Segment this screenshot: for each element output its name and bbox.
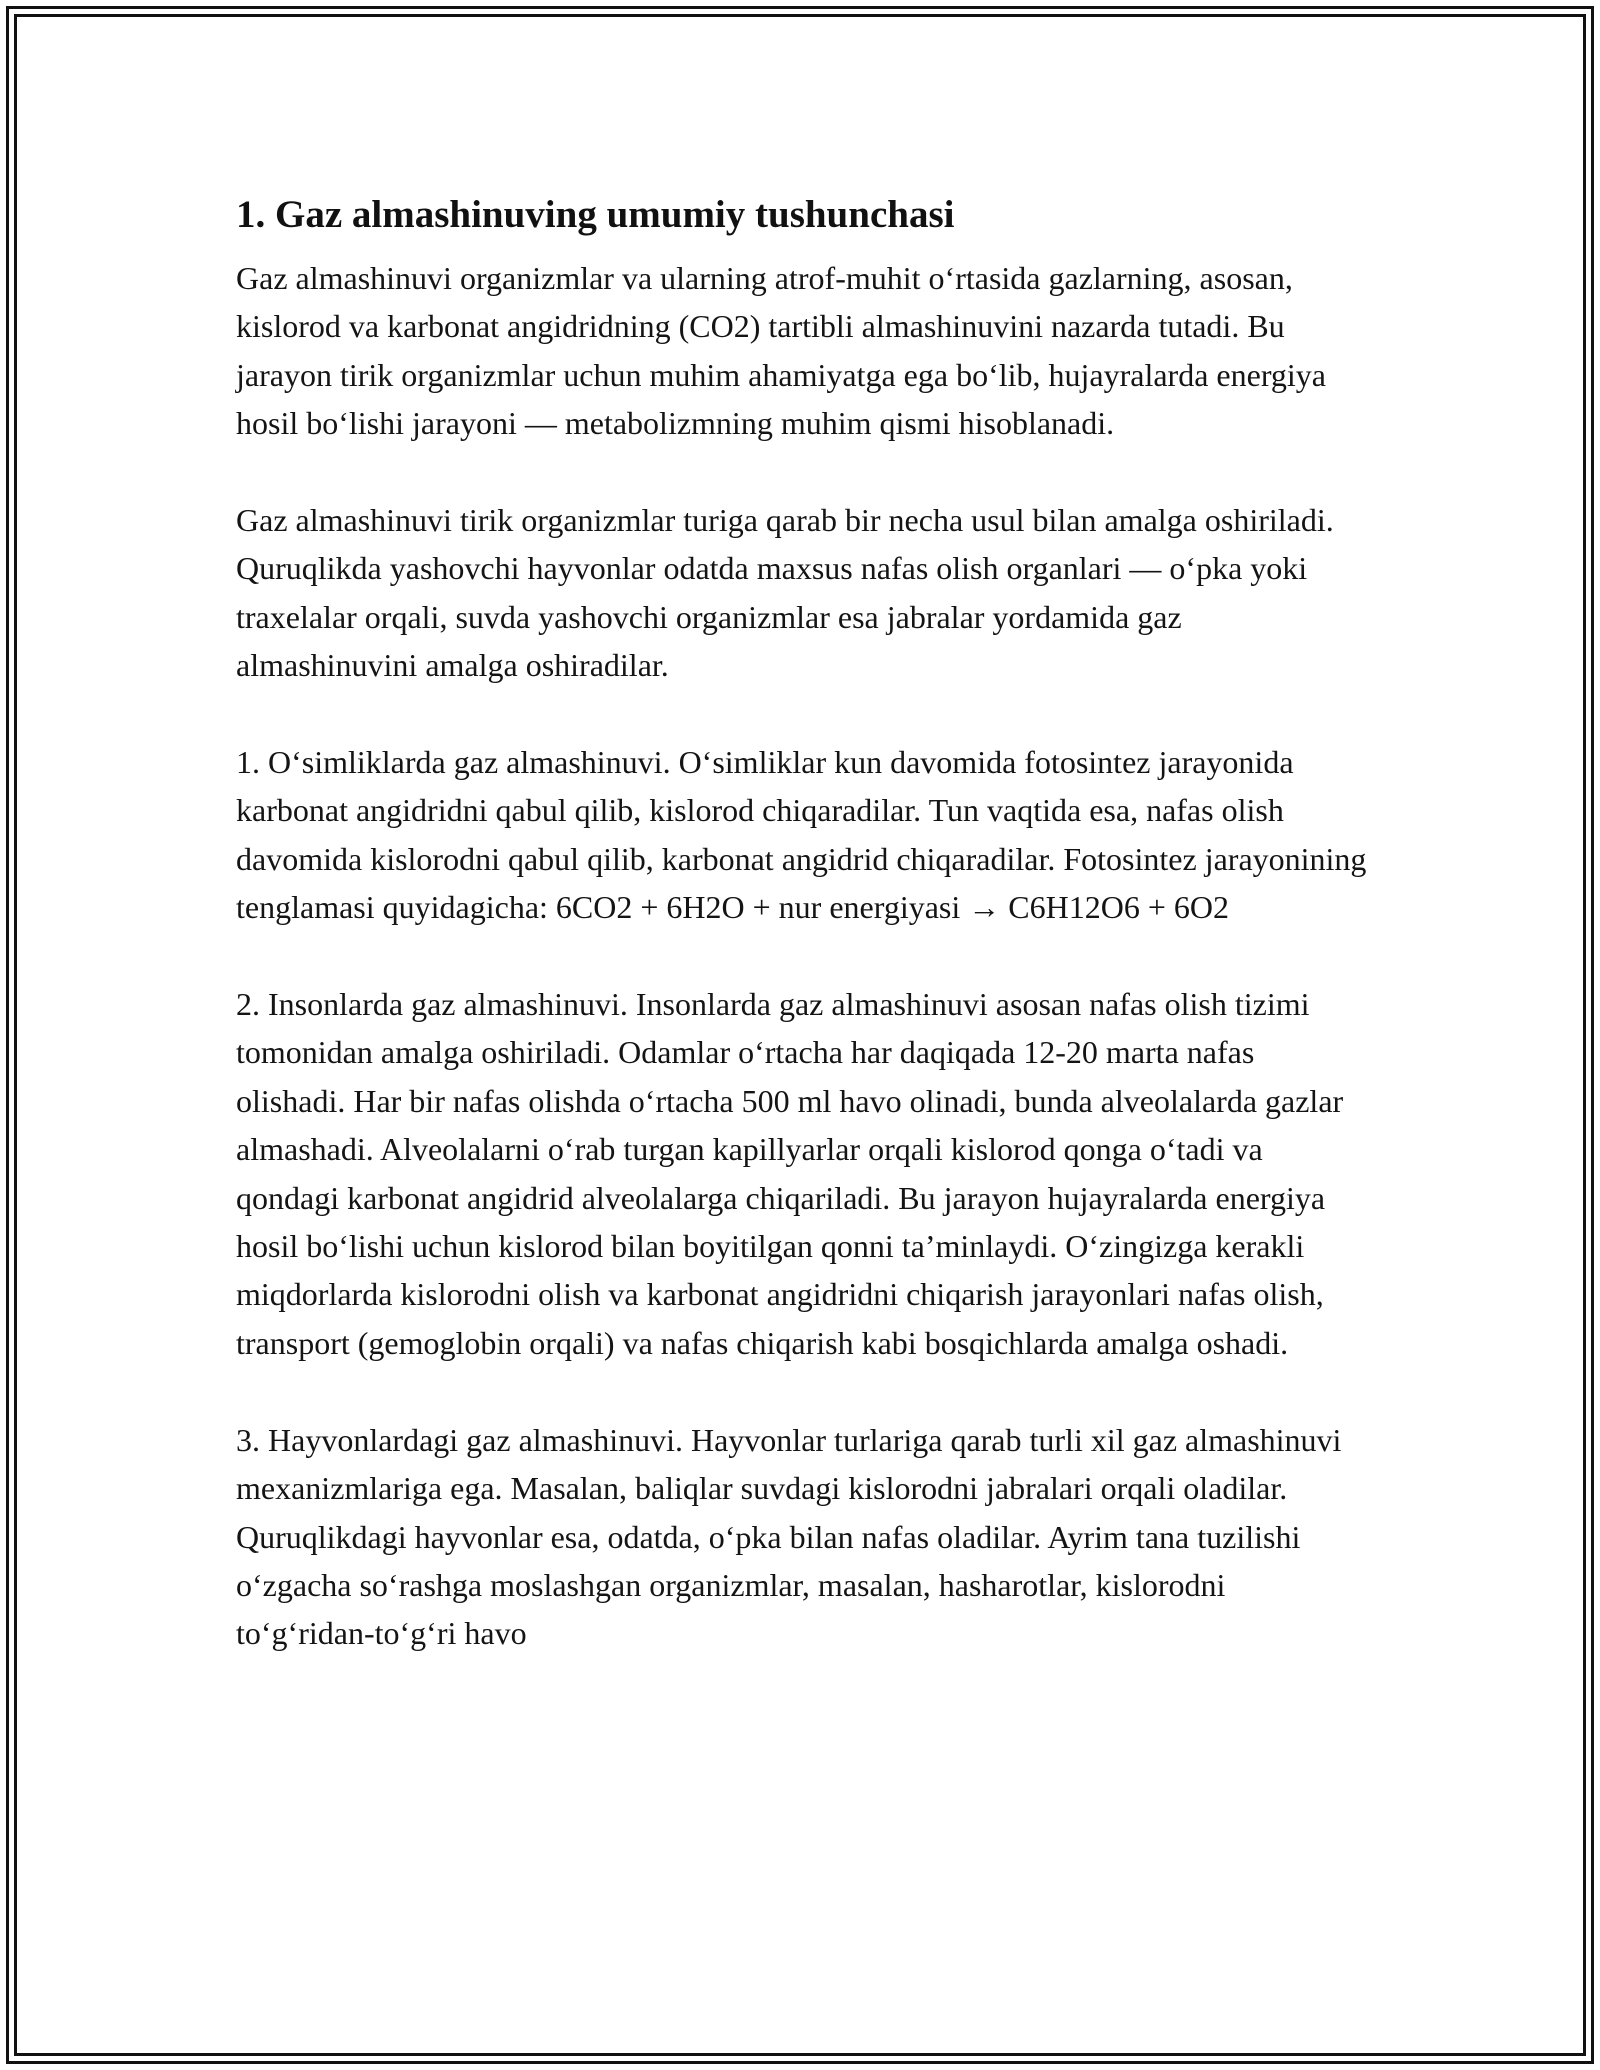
paragraph-intro: Gaz almashinuvi organizmlar va ularning atrof-muhit o‘rtasida gazlarning, asosan, kislorod va karbonat angidridning (CO2) tartibli almashinuvini nazarda tutadi. Bu jarayon tirik organizmlar uchun muhim ahamiyatga ega bo‘lib, hujayralarda energiya hosil bo‘lishi jarayoni — metabolizmning muhim qismi hisoblanadi. xyxy=(236,260,1326,442)
section-heading: 1. Gaz almashinuving umumiy tushunchasi xyxy=(236,193,955,236)
paragraph-methods: Gaz almashinuvi tirik organizmlar turiga qarab bir necha usul bilan amalga oshiriladi. Quruqlikda yashovchi hayvonlar odatda maxsus nafas olish organlari — o‘pka yoki traxelalar orqali, suvda yashovchi organizmlar esa jabralar yordamida gaz almashinuvini amalga oshiradilar. xyxy=(236,502,1334,684)
document-body xyxy=(236,180,1368,1658)
paragraph-plants: 1. O‘simliklarda gaz almashinuvi. O‘simliklar kun davomida fotosintez jarayonida karbonat angidridni qabul qilib, kislorod chiqaradilar. Tun vaqtida esa, nafas olish davomida kislorodni qabul qilib, karbonat angidrid chiqaradilar. Fotosintez jarayonining tenglamasi quyidagicha: 6CO2 + 6H2O + nur energiyasi → C6H12O6 + 6O2 xyxy=(236,744,1367,926)
paragraph-animals: 3. Hayvonlardagi gaz almashinuvi. Hayvonlar turlariga qarab turli xil gaz almashinuvi mexanizmlariga ega. Masalan, baliqlar suvdagi kislorodni jabralari orqali oladilar. Quruqlikdagi hayvonlar esa, odatda, o‘pka bilan nafas oladilar. Ayrim tana tuzilishi o‘zgacha so‘rashga moslashgan organizmlar, masalan, hasharotlar, kislorodni to‘g‘ridan-to‘g‘ri havo xyxy=(236,1421,1342,1652)
paragraph-humans: 2. Insonlarda gaz almashinuvi. Insonlarda gaz almashinuvi asosan nafas olish tizimi tomonidan amalga oshiriladi. Odamlar o‘rtacha har daqiqada 12-20 marta nafas olishadi. Har bir nafas olishda o‘rtacha 500 ml havo olinadi, bunda alveolalarda gazlar almashadi. Alveolalarni o‘rab turgan kapillyarlar orqali kislorod qonga o‘tadi va qondagi karbonat angidrid alveolalarga chiqariladi. Bu jarayon hujayralarda energiya hosil bo‘lishi uchun kislorod bilan boyitilgan qonni ta’minlaydi. O‘zingizga kerakli miqdorlarda kislorodni olish va karbonat angidridni chiqarish jarayonlari nafas olish, transport (gemoglobin orqali) va nafas chiqarish kabi bosqichlarda amalga oshadi. xyxy=(236,986,1344,1361)
